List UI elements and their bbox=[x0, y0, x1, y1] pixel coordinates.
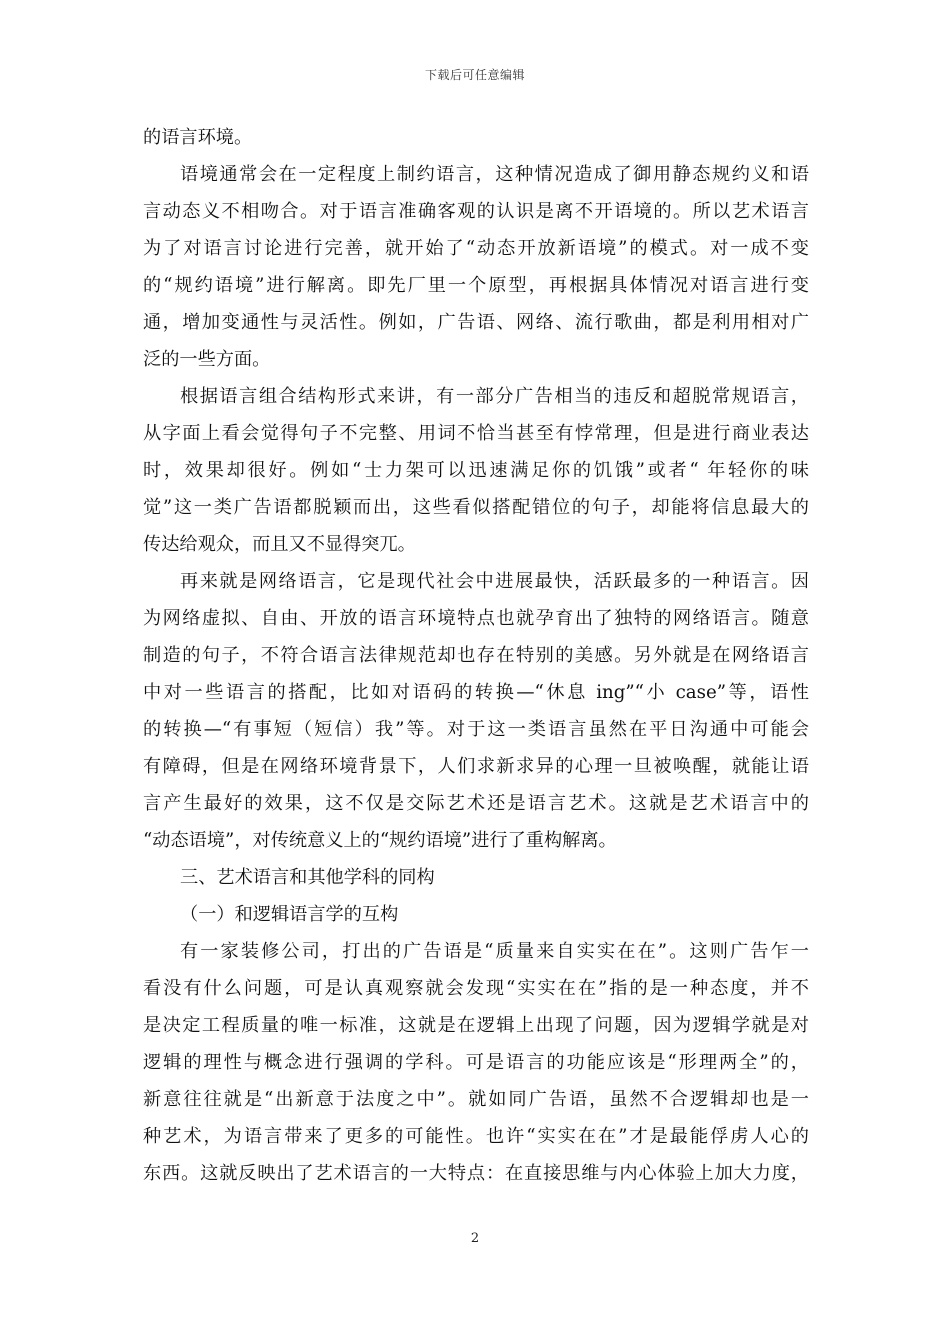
text-line: 从字面上看会觉得句子不完整、用词不恰当甚至有悖常理，但是进行商业表达 bbox=[143, 423, 809, 444]
text-line: 东西。这就反映出了艺术语言的一大特点：在直接思维与内心体验上加大力度， bbox=[143, 1163, 809, 1184]
text-line: 通，增加变通性与灵活性。例如，广告语、网络、流行歌曲，都是利用相对广 bbox=[143, 312, 809, 333]
text-line: 泛的一些方面。 bbox=[143, 349, 271, 370]
text-line: 种艺术，为语言带来了更多的可能性。也许“实实在在”才是最能俘虏人心的 bbox=[143, 1126, 809, 1147]
text-line: 的转换—“有事短（短信）我”等。对于这一类语言虽然在平日沟通中可能会 bbox=[143, 719, 809, 740]
text-line: 言产生最好的效果，这不仅是交际艺术还是语言艺术。这就是艺术语言中的 bbox=[143, 793, 809, 814]
text-line: 传达给观众，而且又不显得突兀。 bbox=[143, 534, 416, 555]
text-line: 时，效果却很好。例如“士力架可以迅速满足你的饥饿”或者“ 年轻你的味 bbox=[143, 460, 809, 481]
text-line: 是决定工程质量的唯一标准，这就是在逻辑上出现了问题，因为逻辑学就是对 bbox=[143, 1015, 809, 1036]
text-line: 制造的句子，不符合语言法律规范却也存在特别的美感。另外就是在网络语言 bbox=[143, 645, 809, 666]
text-line: 为了对语言讨论进行完善，就开始了“动态开放新语境”的模式。对一成不变 bbox=[143, 238, 809, 259]
text-line: 看没有什么问题，可是认真观察就会发现“实实在在”指的是一种态度，并不 bbox=[143, 978, 809, 999]
text-line: 根据语言组合结构形式来讲，有一部分广告相当的违反和超脱常规语言， bbox=[180, 386, 809, 407]
text-line: 语境通常会在一定程度上制约语言，这种情况造成了御用静态规约义和语 bbox=[180, 164, 809, 185]
text-line: 逻辑的理性与概念进行强调的学科。可是语言的功能应该是“形理两全”的， bbox=[143, 1052, 809, 1073]
text-line: 再来就是网络语言，它是现代社会中进展最快，活跃最多的一种语言。因 bbox=[180, 571, 809, 592]
text-line: “动态语境”，对传统意义上的“规约语境”进行了重构解离。 bbox=[143, 830, 617, 851]
text-line: 为网络虚拟、自由、开放的语言环境特点也就孕育出了独特的网络语言。随意 bbox=[143, 608, 809, 629]
text-line: 的“规约语境”进行解离。即先厂里一个原型，再根据具体情况对语言进行变 bbox=[143, 275, 809, 296]
page-number: 2 bbox=[470, 1231, 480, 1246]
text-line: 觉”这一类广告语都脱颖而出，这些看似搭配错位的句子，却能将信息最大的 bbox=[143, 497, 809, 518]
text-line: 有一家装修公司，打出的广告语是“质量来自实实在在”。这则广告乍一 bbox=[180, 941, 809, 962]
text-line: 的语言环境。 bbox=[143, 127, 253, 148]
page-header: 下载后可任意编辑 bbox=[424, 68, 525, 82]
text-line: 中对一些语言的搭配，比如对语码的转换—“休息 ing”“小 case”等，语性 bbox=[143, 682, 809, 703]
section-heading: 三、艺术语言和其他学科的同构 bbox=[180, 867, 435, 888]
document-body bbox=[143, 119, 809, 1192]
text-line: 有障碍，但是在网络环境背景下，人们求新求异的心理一旦被唤醒，就能让语 bbox=[143, 756, 809, 777]
text-line: 言动态义不相吻合。对于语言准确客观的认识是离不开语境的。所以艺术语言 bbox=[143, 201, 809, 222]
subsection-heading: （一）和逻辑语言学的互构 bbox=[180, 904, 399, 925]
text-line: 新意往往就是“出新意于法度之中”。就如同广告语，虽然不合逻辑却也是一 bbox=[143, 1089, 809, 1110]
